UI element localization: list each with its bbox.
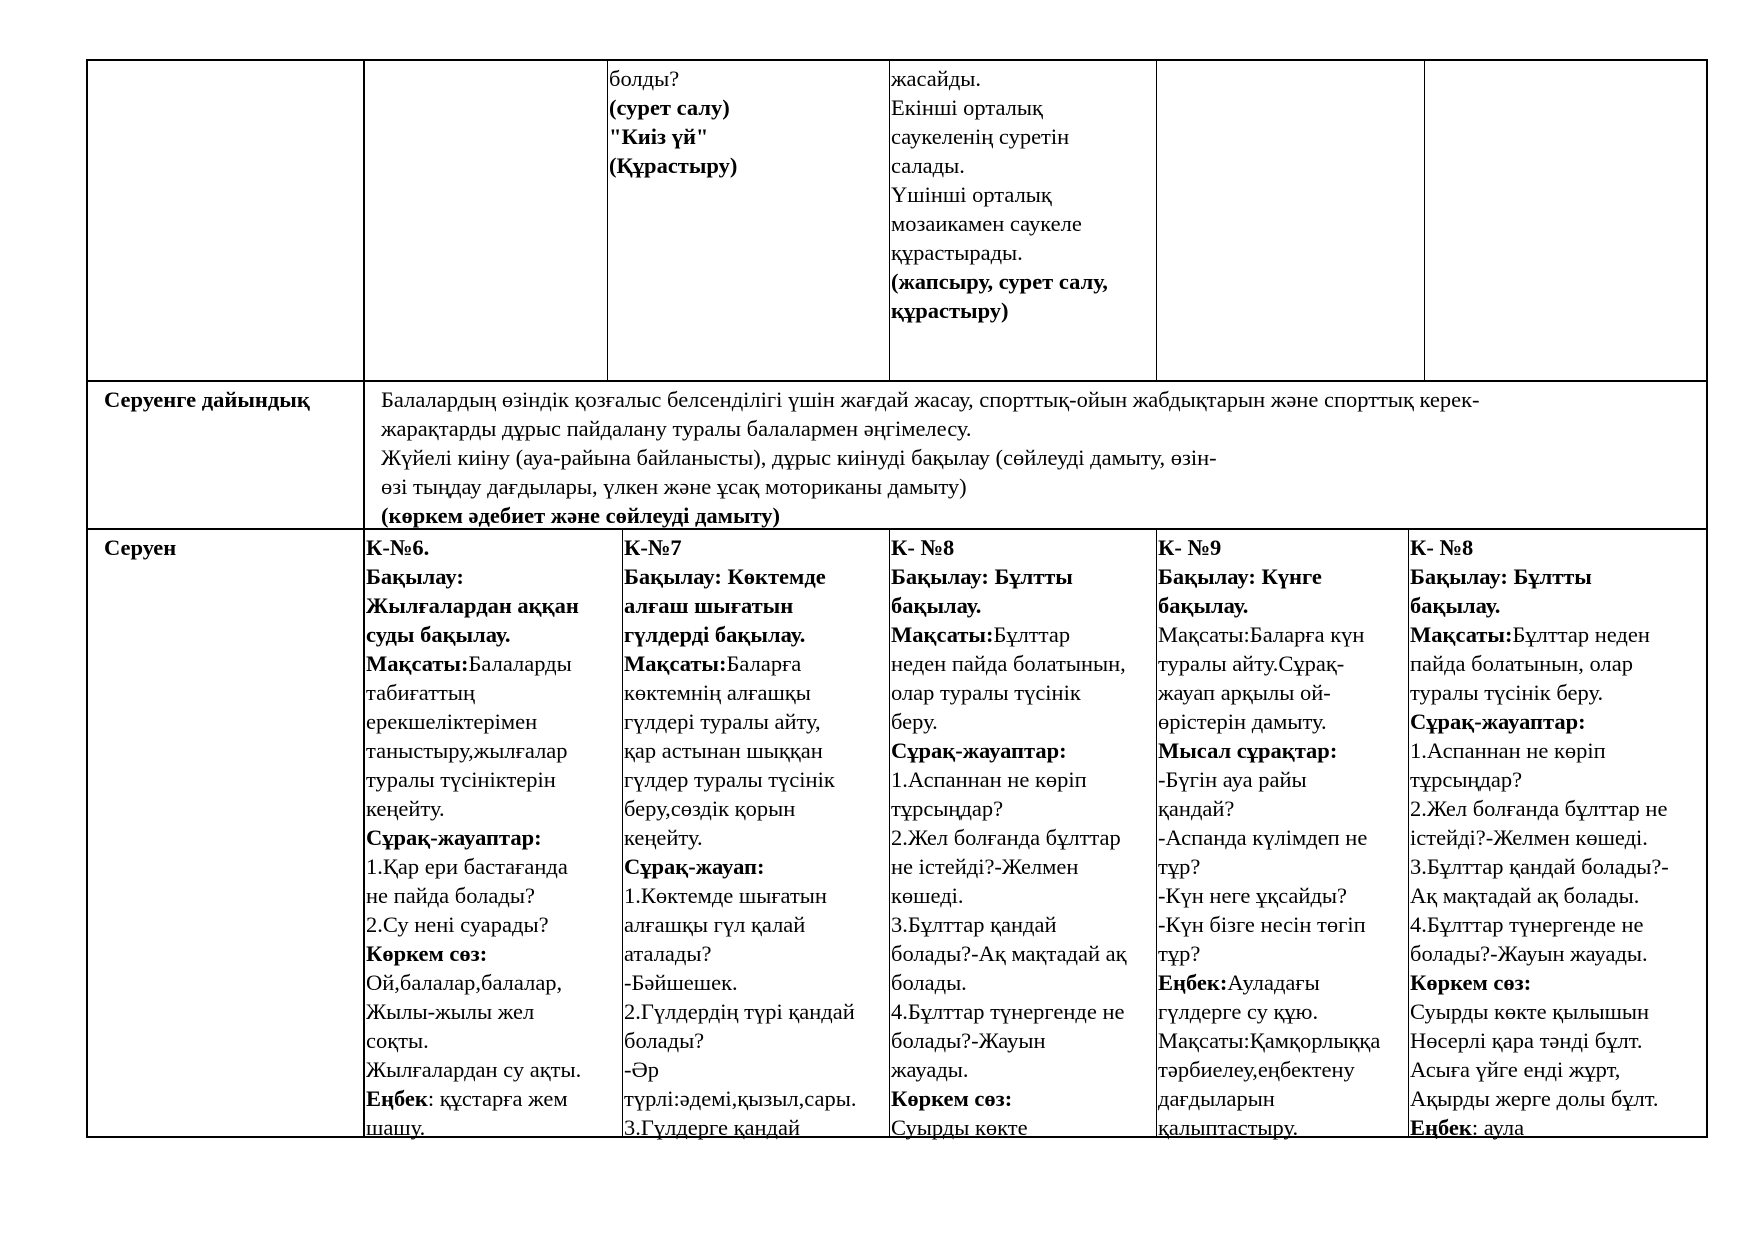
text-line (1410, 591, 1669, 620)
text-line (366, 1113, 581, 1142)
text-line (891, 533, 1127, 562)
text-line (609, 93, 737, 122)
text-line (891, 649, 1127, 678)
text-line (891, 794, 1127, 823)
text-line (624, 562, 856, 591)
text-line-main: беру. (891, 709, 938, 734)
text-line-main: туралы айту.Сұрақ- (1158, 651, 1345, 676)
text-line-main: суды бақылау. (366, 622, 511, 647)
text-line-main: 4.Бұлттар түнергенде не (891, 999, 1125, 1024)
text-line-main: бақылау. (1158, 593, 1249, 618)
row-divider-1 (86, 380, 1708, 382)
text-line-main: Бақылау: Көктемде (624, 564, 826, 589)
text-line-main: 4.Бұлттар түнергенде не (1410, 912, 1644, 937)
text-line (1158, 1084, 1380, 1113)
text-line-main: гүлдері туралы айту, (624, 709, 821, 734)
text-line (624, 939, 856, 968)
text-line (366, 1055, 581, 1084)
text-line (624, 823, 856, 852)
text-line (891, 968, 1127, 997)
text-line (1158, 765, 1380, 794)
text-line (891, 1084, 1127, 1113)
col-divider-top-4 (1424, 59, 1425, 381)
text-line (624, 881, 856, 910)
text-line (366, 649, 581, 678)
text-line (366, 1026, 581, 1055)
text-line-main: Көркем сөз: (1410, 970, 1532, 995)
text-line-main: бақылау. (1410, 593, 1501, 618)
text-line-main: Мақсаты:Қамқорлыққа (1158, 1028, 1381, 1053)
text-line-rest: Ауладағы (1227, 970, 1320, 995)
text-line-main: К-№7 (624, 535, 682, 560)
text-line-main: жарақтарды дұрыс пайдалану туралы балалармен әңгімелесу. (381, 416, 972, 441)
text-line (624, 591, 856, 620)
text-line (624, 1113, 856, 1142)
text-line-main: Жүйелі киіну (ауа-райына байланысты), дұрыс киінуді бақылау (сөйлеуді дамыту, өзін- (381, 445, 1217, 470)
text-line-main: Балалардың өзіндік қозғалыс белсенділігі үшін жағдай жасау, спорттық-ойын жабдықтарын және спорттық керек- (381, 387, 1480, 412)
text-line-main: неден пайда болатынын, (891, 651, 1126, 676)
text-line (624, 765, 856, 794)
text-line-main: Мақсаты: (891, 622, 994, 647)
text-line-main: 3.Гүлдерге қандай (624, 1115, 801, 1140)
col-divider-walk-3 (1156, 529, 1157, 1137)
text-line (891, 736, 1127, 765)
text-line-main: өрістерін дамыту. (1158, 709, 1327, 734)
text-line (891, 1026, 1127, 1055)
text-line (1158, 939, 1380, 968)
text-line-main: жауап арқылы ой- (1158, 680, 1331, 705)
walk-plan-col2 (624, 533, 856, 1142)
text-line-main: (сурет салу) (609, 95, 730, 120)
text-line (624, 678, 856, 707)
text-line (366, 707, 581, 736)
walk-label: Серуен (104, 535, 177, 560)
text-line-main: қалыптастыру. (1158, 1115, 1299, 1140)
text-line (1410, 533, 1669, 562)
text-line (1158, 736, 1380, 765)
text-line (609, 64, 737, 93)
text-line-main: 2.Су нені суарады? (366, 912, 549, 937)
text-line-main: болады?-Жауын (891, 1028, 1046, 1053)
text-line (1158, 1055, 1380, 1084)
text-line (624, 736, 856, 765)
text-line (609, 122, 737, 151)
text-line-main: болады? (624, 1028, 705, 1053)
text-line (891, 64, 1108, 93)
text-line-main: беру,сөздік қорын (624, 796, 796, 821)
text-line-main: Үшінші орталық (891, 182, 1052, 207)
text-line (1410, 1084, 1669, 1113)
text-line (624, 852, 856, 881)
text-line (624, 968, 856, 997)
text-line-main: соқты. (366, 1028, 429, 1053)
text-line-main: 1.Аспаннан не көріп (891, 767, 1087, 792)
text-line (1410, 1113, 1669, 1142)
text-line-main: Нөсерлі қара тәнді бұлт. (1410, 1028, 1643, 1053)
text-line (1410, 649, 1669, 678)
text-line-main: -Бәйшешек. (624, 970, 738, 995)
text-line (624, 910, 856, 939)
text-line (624, 1055, 856, 1084)
text-line (366, 533, 581, 562)
text-line-main: 1.Қар ери бастағанда (366, 854, 568, 879)
text-line (1158, 997, 1380, 1026)
text-line-main: олар туралы түсінік (891, 680, 1081, 705)
text-line-main: аталады? (624, 941, 712, 966)
text-line (1410, 736, 1669, 765)
text-line-main: туралы түсінік беру. (1410, 680, 1604, 705)
text-line-main: болады?-Ақ мақтадай ақ (891, 941, 1127, 966)
col-divider-top-2 (889, 59, 890, 381)
text-line-main: Мысал сұрақтар: (1158, 738, 1338, 763)
col-divider-top-3 (1156, 59, 1157, 381)
text-line (1158, 823, 1380, 852)
text-line-rest: Бұлттар (993, 622, 1071, 647)
text-line-main: алғаш шығатын (624, 593, 794, 618)
text-line (1410, 852, 1669, 881)
text-line (1410, 1026, 1669, 1055)
text-line (366, 968, 581, 997)
text-line-main: Мақсаты: (1410, 622, 1513, 647)
text-line-main: саукеленің суретін (891, 124, 1070, 149)
col-divider-top-1 (607, 59, 608, 381)
text-line-main: құрастыру) (891, 298, 1009, 323)
table-border-top (86, 59, 1708, 61)
text-line (624, 1084, 856, 1113)
text-line-main: Суырды көкте қылышын (1410, 999, 1650, 1024)
text-line (1410, 939, 1669, 968)
text-line-main: көктемнің алғашқы (624, 680, 811, 705)
text-line (624, 1026, 856, 1055)
text-line-main: тұр? (1158, 941, 1201, 966)
text-line-main: табиғаттың (366, 680, 476, 705)
text-line-main: Екінші орталық (891, 95, 1043, 120)
text-line-main: -Аспанда күлімдеп не (1158, 825, 1368, 850)
text-line (891, 823, 1127, 852)
text-line-main: мозаикамен саукеле (891, 211, 1082, 236)
text-line (1410, 620, 1669, 649)
text-line-main: пайда болатынын, олар (1410, 651, 1633, 676)
top-row-col3 (891, 64, 1108, 325)
text-line-main: түрлі:әдемі,қызыл,сары. (624, 1086, 857, 1111)
text-line (891, 910, 1127, 939)
text-line-rest: Баларға (726, 651, 802, 676)
text-line (366, 939, 581, 968)
text-line-main: Ой,балалар,балалар, (366, 970, 563, 995)
text-line-main: Еңбек (1410, 1115, 1472, 1140)
table-border-right (1706, 59, 1708, 1138)
text-line (891, 707, 1127, 736)
text-line (891, 939, 1127, 968)
text-line-main: Асыға үйге енді жұрт, (1410, 1057, 1621, 1082)
text-line-main: Мақсаты: (366, 651, 469, 676)
text-line-main: Жылғалардан су ақты. (366, 1057, 582, 1082)
text-line (366, 881, 581, 910)
text-line-main: (жапсыру, сурет салу, (891, 269, 1108, 294)
walk-plan-col3 (891, 533, 1127, 1142)
text-line-main: Мақсаты: (624, 651, 727, 676)
text-line-main: 3.Бұлттар қандай болады?- (1410, 854, 1669, 879)
text-line-main: гүлдерді бақылау. (624, 622, 806, 647)
text-line (624, 997, 856, 1026)
text-line-main: 2.Жел болғанда бұлттар не (1410, 796, 1668, 821)
text-line-main: Суырды көкте (891, 1115, 1028, 1140)
text-line (624, 620, 856, 649)
text-line-main: -Әр (624, 1057, 659, 1082)
walk-prep-label: Серуенге дайындық (104, 387, 310, 412)
text-line-main: (көркем әдебиет және сөйлеуді дамыту) (381, 503, 781, 528)
text-line (366, 910, 581, 939)
text-line-rest: : құстарға жем (427, 1086, 568, 1111)
text-line-main: алғашқы гүл қалай (624, 912, 806, 937)
col-divider-walk-1 (622, 529, 623, 1137)
text-line-main: шашу. (366, 1115, 426, 1140)
text-line-main: тұрсыңдар? (1410, 767, 1523, 792)
text-line (1158, 1113, 1380, 1142)
text-line (1158, 852, 1380, 881)
text-line (1158, 881, 1380, 910)
text-line (891, 151, 1108, 180)
text-line-main: қар астынан шыққан (624, 738, 823, 763)
text-line-main: Жылы-жылы жел (366, 999, 535, 1024)
text-line-main: Сұрақ-жауаптар: (1410, 709, 1586, 734)
text-line (891, 678, 1127, 707)
text-line (624, 794, 856, 823)
text-line (891, 93, 1108, 122)
text-line-main: "Киіз үй" (609, 124, 709, 149)
text-line-main: таныстыру,жылғалар (366, 738, 568, 763)
text-line-main: туралы түсініктерін (366, 767, 556, 792)
walk-plan-col4 (1158, 533, 1380, 1142)
text-line-main: Ақ мақтадай ақ болады. (1410, 883, 1640, 908)
text-line-main: -Бүгін ауа райы (1158, 767, 1307, 792)
text-line-main: болады. (891, 970, 967, 995)
text-line (366, 620, 581, 649)
text-line-main: 1.Көктемде шығатын (624, 883, 827, 908)
text-line (366, 678, 581, 707)
text-line-main: Мақсаты:Баларға күн (1158, 622, 1365, 647)
text-line (1410, 1055, 1669, 1084)
top-row-col2 (609, 64, 737, 180)
text-line-main: кеңейту. (366, 796, 445, 821)
text-line (891, 180, 1108, 209)
walk-prep-text (381, 385, 1480, 530)
text-line (891, 296, 1108, 325)
text-line (891, 881, 1127, 910)
text-line (1158, 910, 1380, 939)
text-line (1410, 707, 1669, 736)
text-line-main: жасайды. (891, 66, 982, 91)
text-line (1410, 997, 1669, 1026)
text-line-main: тұр? (1158, 854, 1201, 879)
text-line (624, 533, 856, 562)
text-line (1158, 1026, 1380, 1055)
text-line-main: не пайда болады? (366, 883, 535, 908)
text-line-main: К- №9 (1158, 535, 1222, 560)
text-line-main: Бақылау: Бұлтты (1410, 564, 1592, 589)
text-line (609, 151, 737, 180)
table-border-left (86, 59, 88, 1138)
text-line (366, 591, 581, 620)
text-line (1158, 794, 1380, 823)
text-line-main: Ақырды жерге долы бұлт. (1410, 1086, 1659, 1111)
text-line (381, 385, 1480, 414)
text-line-main: Сұрақ-жауаптар: (366, 825, 542, 850)
text-line-main: дағдыларын (1158, 1086, 1275, 1111)
text-line (366, 823, 581, 852)
text-line-main: тәрбиелеу,еңбектену (1158, 1057, 1355, 1082)
text-line-main: кеңейту. (624, 825, 703, 850)
text-line-main: К- №8 (1410, 535, 1474, 560)
text-line-main: -Күн неге ұқсайды? (1158, 883, 1348, 908)
text-line (1410, 562, 1669, 591)
text-line-main: (Құрастыру) (609, 153, 738, 178)
text-line (891, 122, 1108, 151)
text-line-main: Сұрақ-жауап: (624, 854, 765, 879)
text-line (381, 443, 1480, 472)
text-line-main: гүлдерге су құю. (1158, 999, 1319, 1024)
text-line (366, 1084, 581, 1113)
text-line (891, 765, 1127, 794)
text-line (891, 620, 1127, 649)
text-line-main: К- №8 (891, 535, 955, 560)
text-line (1158, 968, 1380, 997)
text-line (366, 852, 581, 881)
text-line (891, 209, 1108, 238)
text-line (624, 649, 856, 678)
text-line-main: Сұрақ-жауаптар: (891, 738, 1067, 763)
walk-plan-col1 (366, 533, 581, 1142)
text-line (366, 736, 581, 765)
text-line (1158, 678, 1380, 707)
text-line-main: ерекшеліктерімен (366, 709, 538, 734)
text-line-main: өзі тыңдау дағдылары, үлкен және ұсақ моториканы дамыту) (381, 474, 967, 499)
text-line-rest: Бұлттар неден (1512, 622, 1650, 647)
text-line-main: тұрсыңдар? (891, 796, 1004, 821)
text-line-main: болды? (609, 66, 680, 91)
text-line (891, 267, 1108, 296)
text-line (891, 997, 1127, 1026)
text-line (1410, 678, 1669, 707)
text-line (381, 472, 1480, 501)
text-line (1410, 765, 1669, 794)
text-line (1410, 881, 1669, 910)
text-line (1410, 794, 1669, 823)
text-line (1410, 968, 1669, 997)
text-line-main: жауады. (891, 1057, 969, 1082)
text-line-main: Бақылау: Бұлтты (891, 564, 1073, 589)
text-line-main: -Күн бізге несін төгіп (1158, 912, 1366, 937)
text-line-main: гүлдер туралы түсінік (624, 767, 835, 792)
text-line (891, 852, 1127, 881)
text-line (891, 238, 1108, 267)
text-line (891, 562, 1127, 591)
text-line-main: Еңбек (366, 1086, 428, 1111)
text-line-main: қандай? (1158, 796, 1235, 821)
text-line (366, 765, 581, 794)
text-line-main: не істейді?-Желмен (891, 854, 1079, 879)
text-line-main: 2.Жел болғанда бұлттар (891, 825, 1121, 850)
text-line-main: 2.Гүлдердің түрі қандай (624, 999, 855, 1024)
text-line (1158, 620, 1380, 649)
text-line-main: К-№6. (366, 535, 430, 560)
text-line (1158, 591, 1380, 620)
text-line-main: салады. (891, 153, 965, 178)
text-line (366, 794, 581, 823)
text-line-main: Бақылау: (366, 564, 464, 589)
text-line-rest: : аула (1471, 1115, 1525, 1140)
text-line-main: бақылау. (891, 593, 982, 618)
text-line-main: Жылғалардан аққан (366, 593, 579, 618)
text-line (1410, 910, 1669, 939)
text-line-main: болады?-Жауын жауады. (1410, 941, 1648, 966)
walk-plan-col5 (1410, 533, 1669, 1142)
text-line-main: Көркем сөз: (891, 1086, 1013, 1111)
text-line (381, 501, 1480, 530)
text-line (1158, 533, 1380, 562)
text-line-main: 3.Бұлттар қандай (891, 912, 1057, 937)
text-line (891, 1055, 1127, 1084)
col-divider-walk-2 (889, 529, 890, 1137)
text-line (1410, 823, 1669, 852)
text-line (366, 562, 581, 591)
text-line-main: Көркем сөз: (366, 941, 488, 966)
text-line-main: Бақылау: Күнге (1158, 564, 1322, 589)
text-line (1158, 649, 1380, 678)
text-line (1158, 707, 1380, 736)
text-line-main: істейді?-Желмен көшеді. (1410, 825, 1648, 850)
text-line (891, 1113, 1127, 1142)
text-line-main: 1.Аспаннан не көріп (1410, 738, 1606, 763)
text-line (1158, 562, 1380, 591)
text-line-rest: Балаларды (468, 651, 572, 676)
text-line (624, 707, 856, 736)
text-line-main: Еңбек: (1158, 970, 1228, 995)
text-line-main: көшеді. (891, 883, 964, 908)
col-divider-walk-4 (1408, 529, 1409, 1137)
text-line (366, 997, 581, 1026)
text-line (891, 591, 1127, 620)
text-line (381, 414, 1480, 443)
text-line-main: құрастырады. (891, 240, 1023, 265)
label-column-divider (363, 59, 365, 1138)
